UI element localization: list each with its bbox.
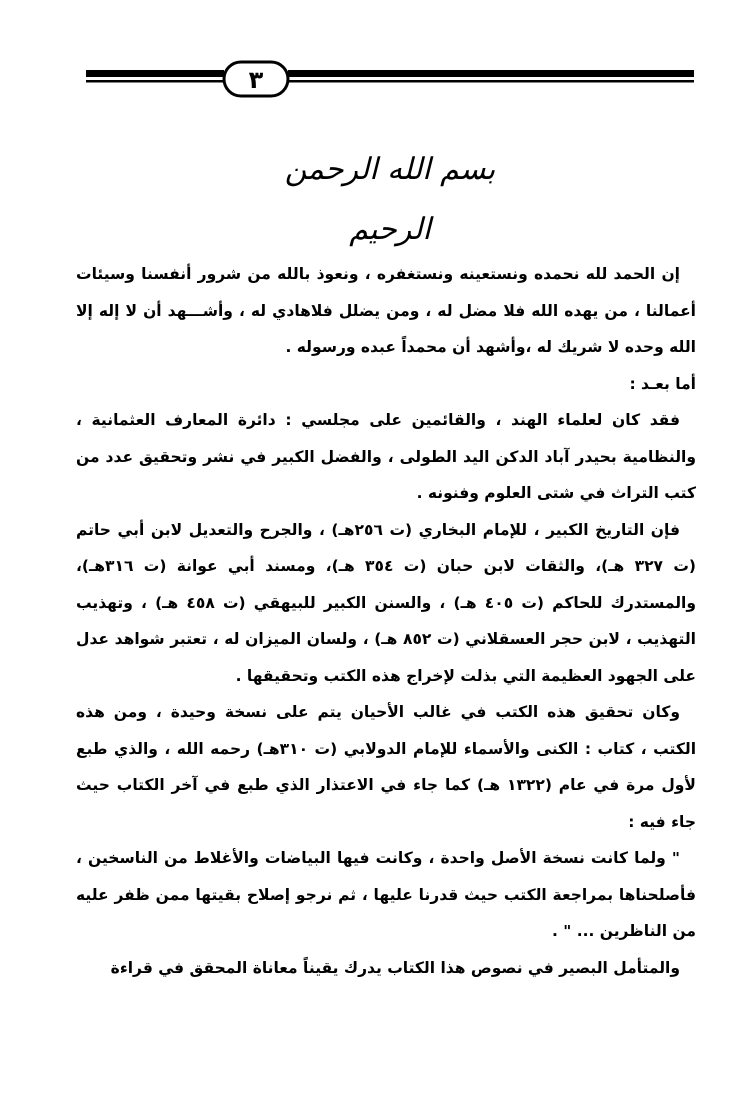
basmala-calligraphy [270, 140, 510, 247]
basmala-text: بسم الله الرحمن الرحيم [284, 152, 496, 247]
paragraph-3: فإن التاريخ الكبير ، للإمام البخاري (ت ٢٥٦هـ) ، والجرح والتعديل لابن أبي حاتم (ت ٣٢٧ هـ)، والثقات لابن حبان (ت ٣٥٤ هـ)، ومسند أبي عوانة (ت ٣١٦هـ)، والمستدرك للحاكم (ت ٤٠٥ هـ) ، والسنن الكبير للبيهقي (ت ٤٥٨ هـ) ، وتهذيب التهذيب ، لابن حجر العسقلاني (ت ٨٥٢ هـ) ، ولسان الميزان له ، تعتبر شواهد عدل على الجهود العظيمة التي بذلت لإخراج هذه الكتب وتحقيقها . [76, 520, 697, 685]
paragraph-6: والمتأمل البصير في نصوص هذا الكتاب يدرك يقيناً معاناة المحقق في قراءة [110, 958, 680, 977]
page-header [86, 60, 694, 100]
paragraph-4: وكان تحقيق هذه الكتب في غالب الأحيان يتم على نسخة وحيدة ، ومن هذه الكتب ، كتاب : الكنى والأسماء للإمام الدولابي (ت ٣١٠هـ) رحمه الله ، والذي طبع لأول مرة في عام (١٣٢٢ هـ) كما جاء في الاعتذار الذي طبع في آخر الكتاب حيث جاء فيه : [76, 703, 697, 831]
body-text [76, 256, 696, 986]
page-number: ٣ [248, 66, 264, 94]
header-rule [86, 60, 694, 100]
paragraph-2: فقد كان لعلماء الهند ، والقائمين على مجلسي : دائرة المعارف العثمانية ، والنظامية بحيدر آباد الدكن اليد الطولى ، والفضل الكبير في نشر وتحقيق عدد من كتب التراث في شتى العلوم وفنونه . [76, 411, 696, 502]
paragraph-1: إن الحمد لله نحمده ونستعينه ونستغفره ، ونعوذ بالله من شرور أنفسنا وسيئات أعمالنا ، من يهده الله فلا مضل له ، ومن يضلل فلاهادي له ، وأشـــهد أن لا إله إلا الله وحده لا شريك له ،وأشهد أن محمداً عبده ورسوله . [76, 265, 696, 356]
paragraph-5: " ولما كانت نسخة الأصل واحدة ، وكانت فيها البياضات والأغلاط من الناسخين ، فأصلحناها بمراجعة الكتب حيث قدرنا عليها ، ثم نرجو إصلاح بقيتها ممن ظفر عليه من الناظرين ... " . [76, 849, 696, 940]
paragraph-heading: أما بعـد : [629, 374, 696, 393]
